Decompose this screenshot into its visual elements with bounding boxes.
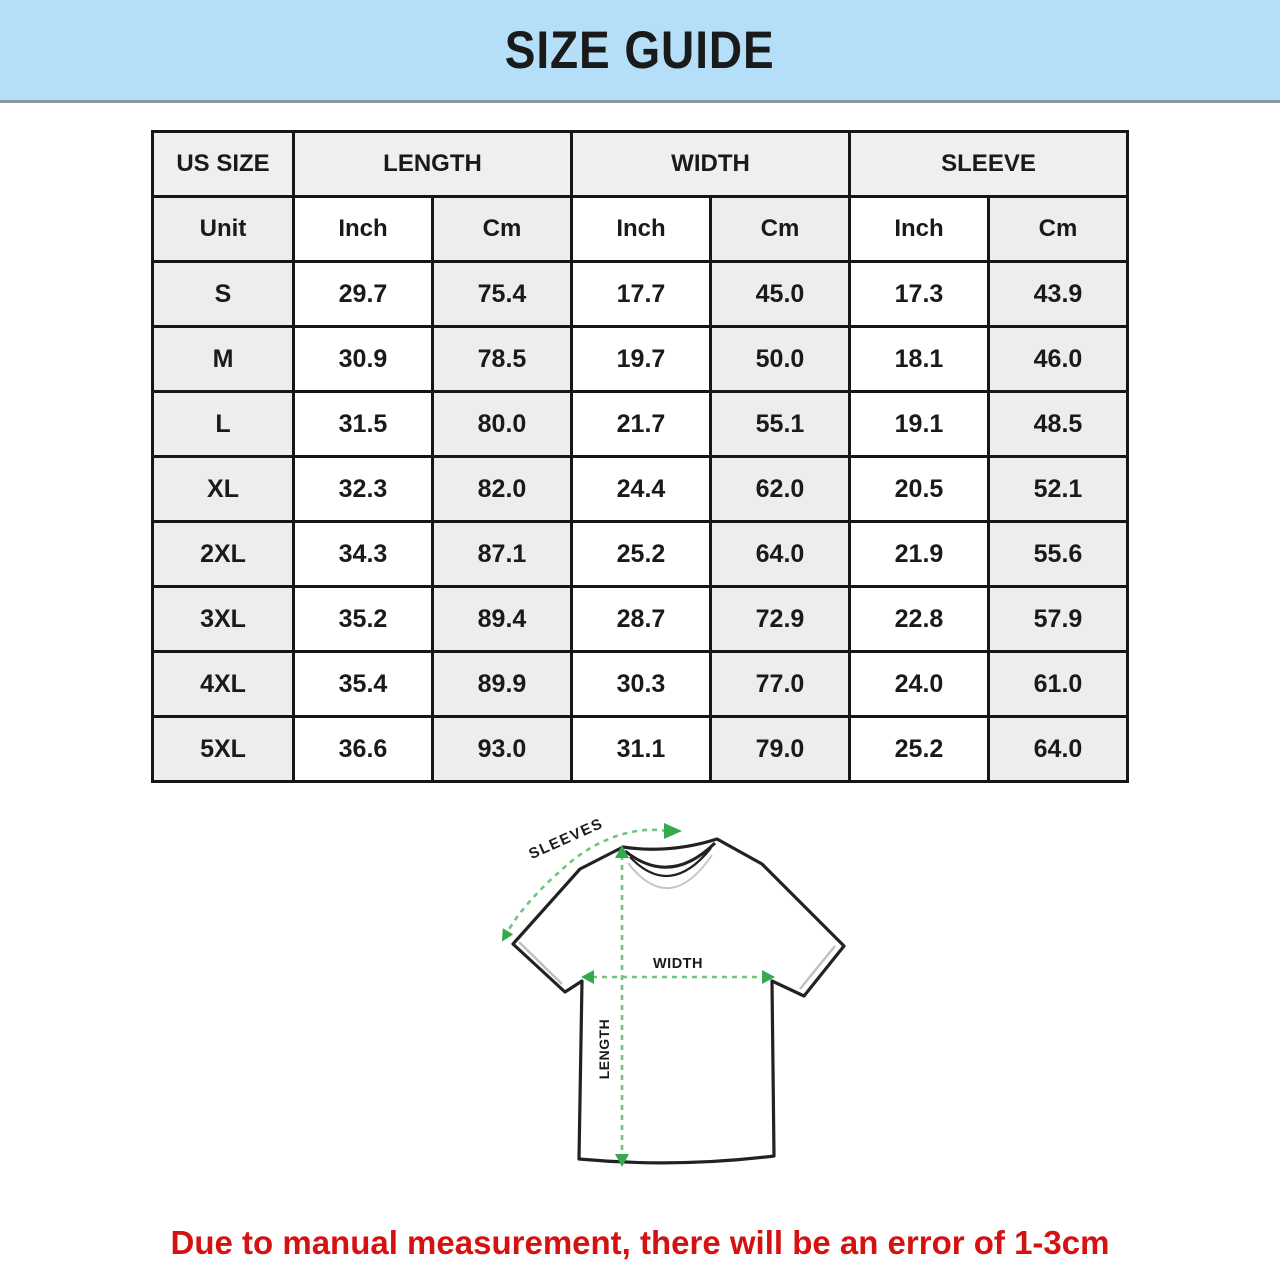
value-cell: 21.9 [850, 522, 989, 587]
value-cell: 18.1 [850, 327, 989, 392]
value-cell: 55.1 [711, 392, 850, 457]
table-row [153, 327, 1128, 392]
size-cell: M [153, 327, 294, 392]
unit-cell: Inch [572, 197, 711, 262]
value-cell: 45.0 [711, 262, 850, 327]
tshirt-measurement-diagram [462, 809, 862, 1209]
unit-label-cell: Unit [153, 197, 294, 262]
header-width: WIDTH [572, 132, 850, 197]
sleeves-arrowhead-bottom [502, 928, 513, 941]
value-cell: 28.7 [572, 587, 711, 652]
table-row [153, 392, 1128, 457]
value-cell: 30.9 [294, 327, 433, 392]
unit-cell: Cm [989, 197, 1128, 262]
value-cell: 75.4 [433, 262, 572, 327]
value-cell: 82.0 [433, 457, 572, 522]
value-cell: 25.2 [572, 522, 711, 587]
size-cell: L [153, 392, 294, 457]
unit-cell: Inch [850, 197, 989, 262]
value-cell: 25.2 [850, 717, 989, 782]
value-cell: 24.0 [850, 652, 989, 717]
table-row [153, 717, 1128, 782]
unit-cell: Cm [433, 197, 572, 262]
value-cell: 34.3 [294, 522, 433, 587]
disclaimer-note: Due to manual measurement, there will be an error of 1-3cm [170, 1224, 1110, 1261]
value-cell: 64.0 [711, 522, 850, 587]
size-table [151, 130, 1129, 783]
width-label: WIDTH [652, 956, 704, 972]
value-cell: 36.6 [294, 717, 433, 782]
value-cell: 46.0 [989, 327, 1128, 392]
value-cell: 17.7 [572, 262, 711, 327]
value-cell: 78.5 [433, 327, 572, 392]
size-cell: 5XL [153, 717, 294, 782]
value-cell: 80.0 [433, 392, 572, 457]
table-row [153, 457, 1128, 522]
unit-cell: Cm [711, 197, 850, 262]
value-cell: 89.9 [433, 652, 572, 717]
table-row [153, 262, 1128, 327]
value-cell: 52.1 [989, 457, 1128, 522]
value-cell: 19.1 [850, 392, 989, 457]
value-cell: 17.3 [850, 262, 989, 327]
value-cell: 22.8 [850, 587, 989, 652]
value-cell: 89.4 [433, 587, 572, 652]
header-length: LENGTH [294, 132, 572, 197]
table-row [153, 652, 1128, 717]
header-sleeve: SLEEVE [850, 132, 1128, 197]
size-cell: XL [153, 457, 294, 522]
size-cell: 3XL [153, 587, 294, 652]
value-cell: 30.3 [572, 652, 711, 717]
value-cell: 35.4 [294, 652, 433, 717]
size-cell: S [153, 262, 294, 327]
sleeves-label: SLEEVES [526, 814, 607, 863]
value-cell: 64.0 [989, 717, 1128, 782]
value-cell: 29.7 [294, 262, 433, 327]
value-cell: 32.3 [294, 457, 433, 522]
sleeves-arrowhead-top [664, 823, 682, 839]
tshirt-outline [513, 839, 844, 1163]
value-cell: 72.9 [711, 587, 850, 652]
value-cell: 20.5 [850, 457, 989, 522]
size-cell: 2XL [153, 522, 294, 587]
value-cell: 61.0 [989, 652, 1128, 717]
value-cell: 57.9 [989, 587, 1128, 652]
value-cell: 93.0 [433, 717, 572, 782]
value-cell: 24.4 [572, 457, 711, 522]
value-cell: 62.0 [711, 457, 850, 522]
value-cell: 35.2 [294, 587, 433, 652]
value-cell: 21.7 [572, 392, 711, 457]
value-cell: 48.5 [989, 392, 1128, 457]
size-cell: 4XL [153, 652, 294, 717]
table-row [153, 587, 1128, 652]
value-cell: 43.9 [989, 262, 1128, 327]
table-header-row [153, 132, 1128, 197]
table-row [153, 522, 1128, 587]
page-title: SIZE GUIDE [505, 20, 775, 80]
length-label: LENGTH [596, 1018, 612, 1080]
value-cell: 79.0 [711, 717, 850, 782]
value-cell: 31.5 [294, 392, 433, 457]
title-banner [0, 0, 1280, 103]
value-cell: 77.0 [711, 652, 850, 717]
value-cell: 50.0 [711, 327, 850, 392]
value-cell: 31.1 [572, 717, 711, 782]
unit-cell: Inch [294, 197, 433, 262]
value-cell: 55.6 [989, 522, 1128, 587]
unit-row [153, 197, 1128, 262]
value-cell: 19.7 [572, 327, 711, 392]
header-us-size: US SIZE [153, 132, 294, 197]
value-cell: 87.1 [433, 522, 572, 587]
